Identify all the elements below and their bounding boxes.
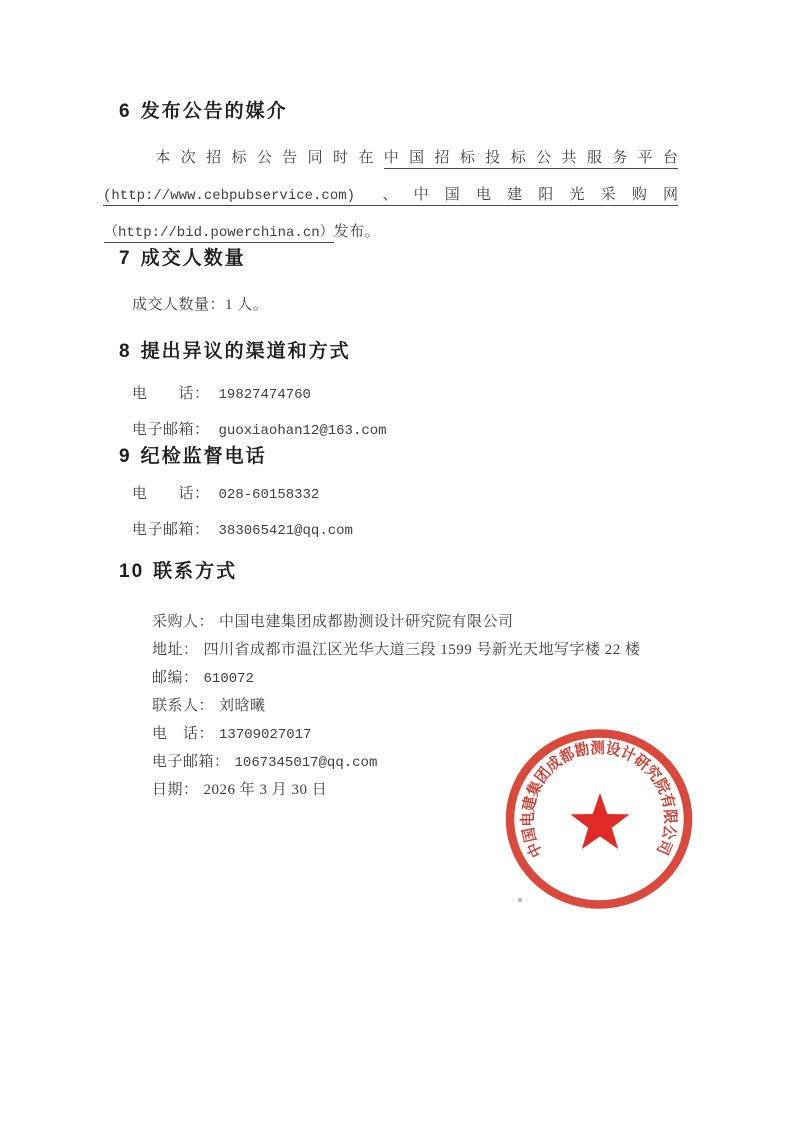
purchaser-line — [152, 610, 514, 631]
contact-person-value: 刘晗曦 — [219, 698, 266, 714]
section-title: 联系方式 — [153, 561, 238, 582]
section-number: 8 — [119, 341, 132, 362]
email-label: 电子邮箱： — [132, 522, 210, 538]
announcement-media-line-2 — [103, 183, 678, 204]
section-title: 提出异议的渠道和方式 — [140, 341, 351, 362]
seal-ring — [510, 734, 688, 905]
seal-company-text: 中国电建集团成都勘测设计研究院有限公司 — [519, 739, 679, 860]
publish-text: 发布。 — [333, 224, 381, 240]
section-9-heading — [119, 441, 267, 468]
email-value: guoxiaohan12@163.com — [218, 423, 387, 439]
ink-dot — [518, 898, 522, 902]
section-8-heading — [119, 336, 351, 363]
postcode-value: 610072 — [203, 671, 254, 687]
platform-name-underlined: 中 国 招 标 投 标 公 共 服 务 平 台 — [384, 150, 678, 169]
section-number: 6 — [119, 101, 132, 122]
contact-person-label: 联系人： — [152, 698, 215, 714]
powerchina-url: （http://bid.powerchina.cn） — [104, 225, 334, 241]
date-line — [152, 778, 327, 799]
plain-text: 本 次 招 标 公 告 同 时 在 — [152, 150, 377, 166]
section-number: 10 — [119, 561, 145, 582]
contact-person-line — [152, 694, 266, 715]
email-value: 383065421@qq.com — [218, 523, 353, 539]
section-title: 纪检监督电话 — [140, 446, 267, 467]
purchaser-label: 采购人： — [152, 614, 215, 630]
email-value: 1067345017@qq.com — [234, 755, 378, 771]
announcement-media-line-3 — [104, 220, 380, 241]
section-title: 成交人数量 — [140, 248, 246, 269]
postcode-line — [152, 666, 254, 687]
discipline-email-line — [132, 518, 353, 539]
cebpubservice-url: (http://www.cebpubservice.com) — [103, 188, 356, 204]
winner-count-value: 1 人。 — [225, 297, 269, 313]
address-label: 地址： — [152, 642, 199, 658]
phone-label: 电 话： — [152, 726, 215, 742]
announcement-media-line-1 — [119, 146, 678, 167]
phone-label: 电 话： — [132, 486, 210, 502]
section-6-heading — [119, 96, 288, 123]
postcode-label: 邮编： — [152, 670, 199, 686]
email-label: 电子邮箱： — [132, 422, 210, 438]
section-number: 7 — [119, 248, 132, 269]
winner-count-line — [132, 293, 268, 314]
discipline-phone-line — [132, 482, 319, 503]
winner-count-label: 成交人数量： — [132, 297, 226, 313]
address-line — [152, 638, 641, 659]
powerchina-url-underlined — [104, 224, 334, 243]
contact-email-line — [152, 750, 377, 771]
phone-value: 028-60158332 — [218, 487, 320, 503]
objection-phone-line — [132, 382, 311, 403]
star-icon — [571, 793, 630, 849]
date-value: 2026 年 3 月 30 日 — [203, 782, 328, 798]
objection-email-line — [132, 418, 387, 439]
section-title: 发布公告的媒介 — [140, 101, 288, 122]
contact-phone-line — [152, 722, 311, 743]
phone-value: 19827474760 — [218, 387, 311, 403]
section-7-heading — [119, 243, 246, 270]
address-value: 四川省成都市温江区光华大道三段 1599 号新光天地写字楼 22 楼 — [203, 642, 641, 658]
powerchina-platform-name: 、 中 国 电 建 阳 光 采 购 网 — [355, 187, 678, 203]
email-label: 电子邮箱： — [152, 754, 230, 770]
purchaser-value: 中国电建集团成都勘测设计研究院有限公司 — [219, 614, 514, 630]
date-label: 日期： — [152, 782, 199, 798]
section-number: 9 — [119, 446, 132, 467]
underlined-segment — [103, 187, 678, 206]
phone-label: 电 话： — [132, 386, 210, 402]
section-10-heading — [119, 556, 237, 583]
phone-value: 13709027017 — [219, 727, 312, 743]
